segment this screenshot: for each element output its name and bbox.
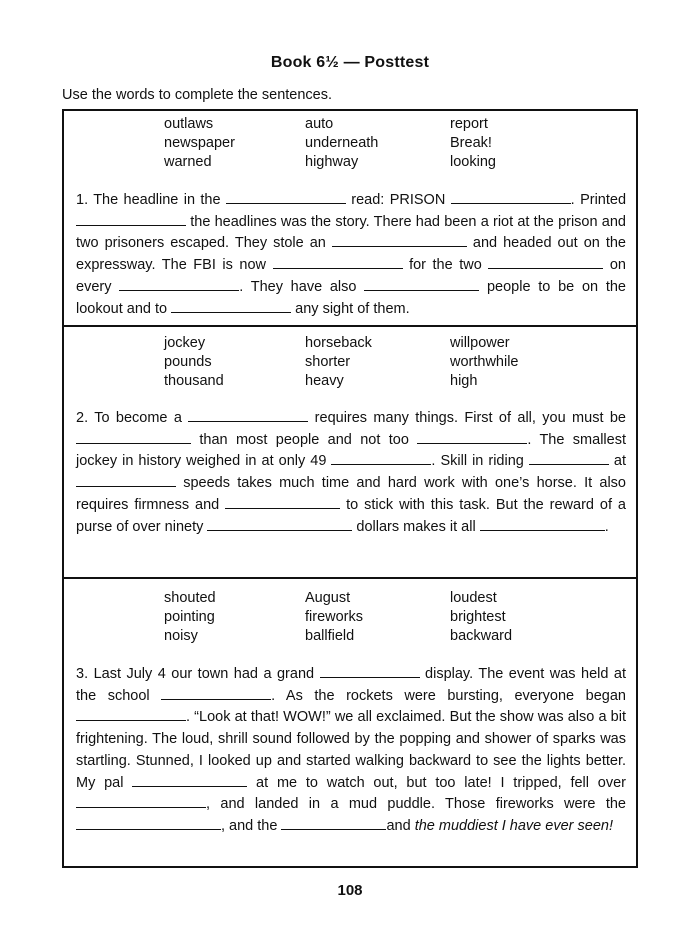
word-bank-item: Break! [450, 135, 492, 151]
word-bank-item: report [450, 116, 488, 132]
answer-blank[interactable] [188, 409, 308, 422]
answer-blank[interactable] [451, 191, 571, 204]
answer-blank[interactable] [529, 452, 609, 465]
word-bank-item: looking [450, 154, 496, 170]
word-bank-item: newspaper [164, 135, 235, 151]
answer-blank[interactable] [226, 191, 346, 204]
word-bank-item: warned [164, 154, 212, 170]
answer-blank[interactable] [281, 817, 386, 830]
answer-blank[interactable] [417, 431, 527, 444]
word-bank-item: willpower [450, 335, 510, 351]
answer-blank[interactable] [320, 665, 420, 678]
word-bank-2 [164, 334, 570, 390]
word-bank-item: horseback [305, 335, 372, 351]
exercise-box-3 [62, 577, 638, 868]
answer-blank[interactable] [161, 687, 271, 700]
answer-blank[interactable] [76, 213, 186, 226]
page-number: 108 [337, 882, 363, 899]
answer-blank[interactable] [331, 452, 431, 465]
word-bank-item: August [305, 590, 351, 606]
word-bank-item: worthwhile [450, 354, 519, 370]
word-bank-item: fireworks [305, 609, 364, 625]
answer-blank[interactable] [207, 518, 352, 531]
word-bank-item: noisy [164, 628, 198, 644]
exercise-paragraph-1: 1. The headline in the read: PRISON . Printed the headlines was the story. There had been a riot at the prison and two prisoners escaped. They stole an and headed out on the expressway. The FBI is now for the two on every . They have also people to be on the lookout and to any sight of them. [76, 192, 627, 317]
answer-blank[interactable] [132, 774, 247, 787]
answer-blank[interactable] [76, 708, 186, 721]
word-bank-item: pointing [164, 609, 215, 625]
word-bank-item: auto [305, 116, 334, 132]
word-bank-item: heavy [305, 373, 344, 389]
answer-blank[interactable] [488, 256, 603, 269]
word-bank-item: thousand [164, 373, 224, 389]
word-bank-item: ballfield [305, 628, 355, 644]
page-title: Book 6½ — Posttest [270, 54, 430, 71]
answer-blank[interactable] [119, 278, 239, 291]
word-bank-item: high [450, 373, 478, 389]
word-bank-item: highway [305, 154, 359, 170]
word-bank-item: brightest [450, 609, 506, 625]
word-bank-item: shorter [305, 354, 351, 370]
exercise-box-1 [62, 109, 638, 326]
exercise-paragraph-2: 2. To become a requires many things. First of all, you must be than most people and not too . The smallest jockey in history weighed in at only 49 . Skill in riding at speeds takes much time and hard work with one’s horse. It also requires firmness and to stick with this task. But the reward of a purse of over ninety dollars makes it all . [76, 410, 626, 535]
exercise-paragraph-3: 3. Last July 4 our town had a grand display. The event was held at the school . As the rockets were bursting, everyone began . “Look at that! WOW!” we all exclaimed. But the show was also a bit frightening. The loud, shrill sound followed by the popping and shower of sparks was startling. Stunned, I looked up and started walking backward to see the lights better. My pal at me to watch out, but too late! I tripped, fell over , and landed in a mud puddle. Those fireworks were the , and the and the muddiest I have ever seen! [76, 666, 626, 834]
word-bank-item: shouted [164, 590, 216, 606]
answer-blank[interactable] [225, 496, 340, 509]
word-bank-item: loudest [450, 590, 497, 606]
answer-blank[interactable] [171, 300, 291, 313]
word-bank-item: pounds [164, 354, 212, 370]
answer-blank[interactable] [76, 795, 206, 808]
word-bank-1 [164, 115, 570, 171]
answer-blank[interactable] [364, 278, 479, 291]
exercise-box-2 [62, 325, 638, 578]
word-bank-item: outlaws [164, 116, 214, 132]
answer-blank[interactable] [76, 817, 221, 830]
word-bank-item: underneath [305, 135, 379, 151]
answer-blank[interactable] [273, 256, 403, 269]
instructions: Use the words to complete the sentences. [62, 87, 333, 103]
word-bank-item: jockey [164, 335, 206, 351]
answer-blank[interactable] [480, 518, 605, 531]
answer-blank[interactable] [76, 474, 176, 487]
answer-blank[interactable] [332, 234, 467, 247]
word-bank-3 [164, 589, 570, 645]
answer-blank[interactable] [76, 431, 191, 444]
word-bank-item: backward [450, 628, 513, 644]
